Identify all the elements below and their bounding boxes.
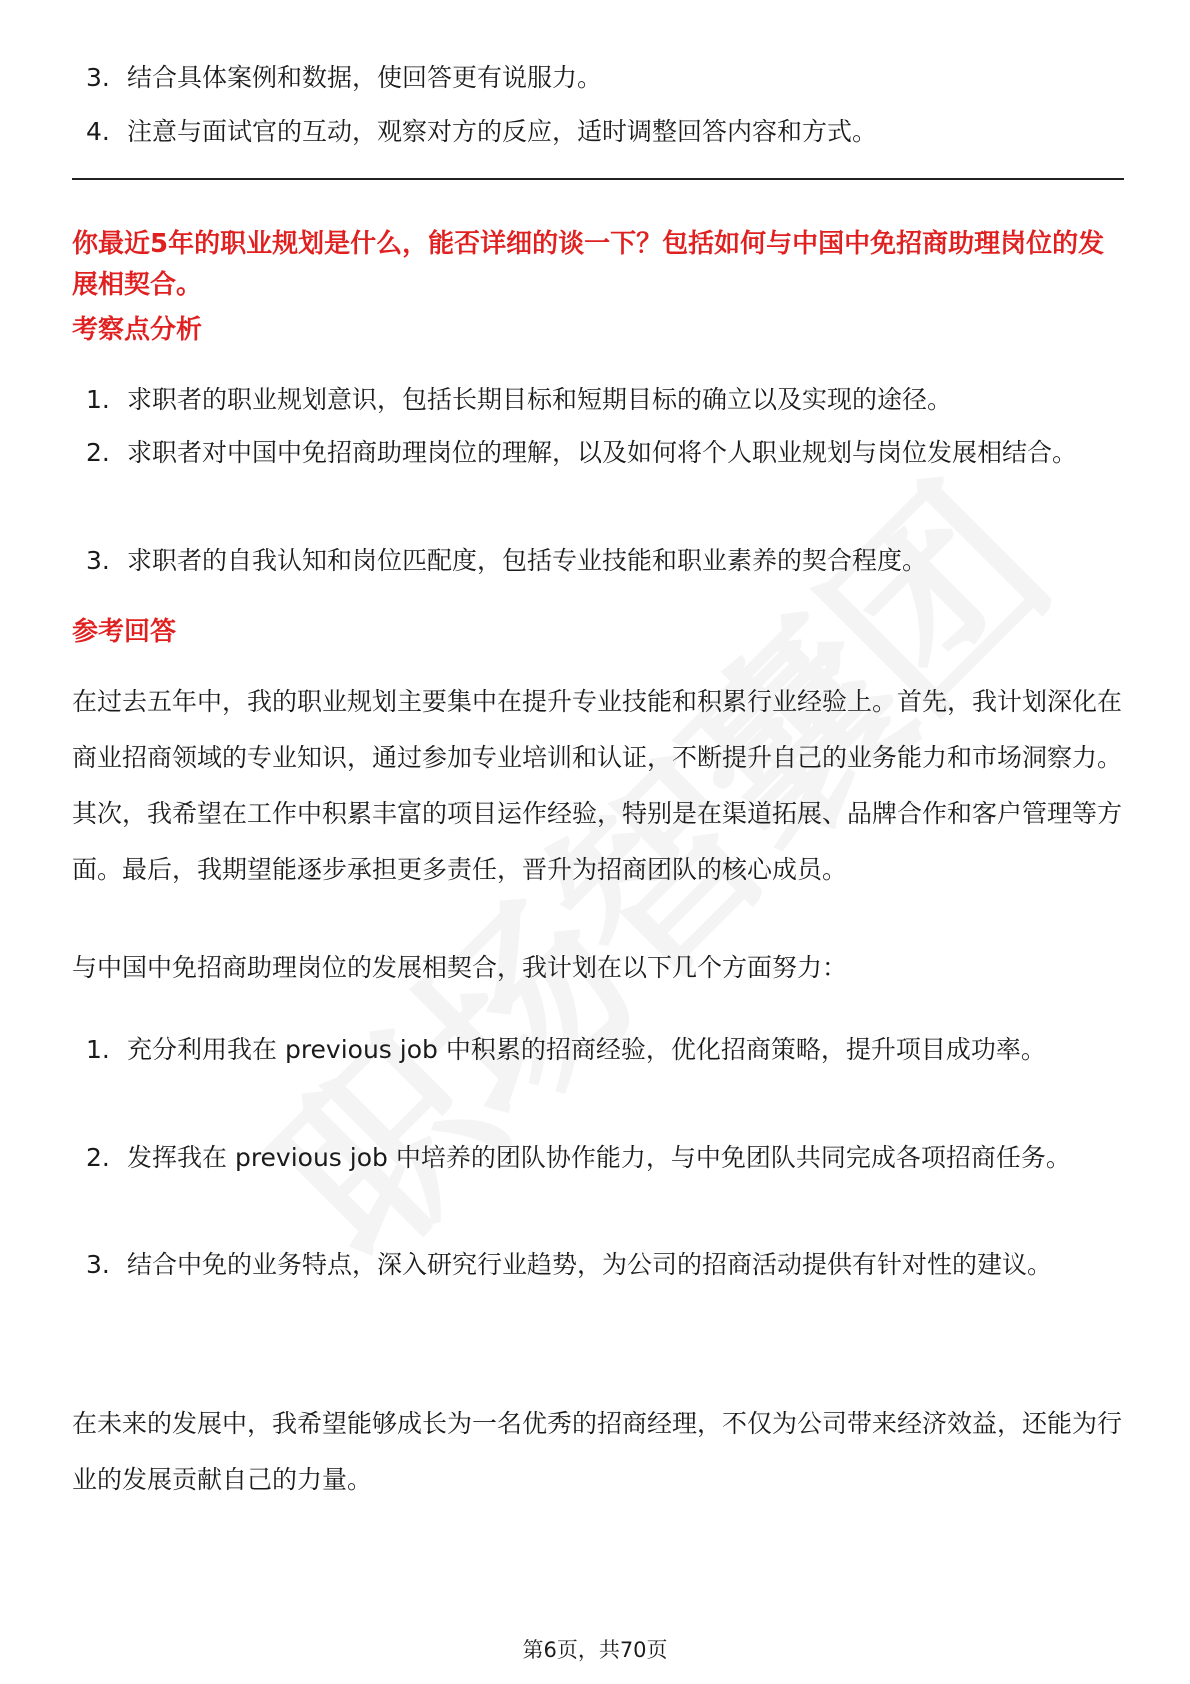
list-number: 3. (86, 1250, 110, 1279)
list-item (72, 372, 1177, 428)
list-number: 2. (86, 438, 110, 467)
list-number: 1. (86, 1035, 110, 1064)
list-item (72, 1022, 1177, 1078)
section-divider (72, 178, 1124, 180)
list-item (72, 104, 1177, 160)
list-number: 3. (86, 546, 110, 575)
list-text: 充分利用我在 previous job 中积累的招商经验，优化招商策略，提升项目成功率。 (127, 1035, 1046, 1064)
list-text: 注意与面试官的互动，观察对方的反应，适时调整回答内容和方式。 (127, 117, 878, 146)
analysis-heading: 考察点分析 (72, 315, 203, 345)
list-text: 结合中免的业务特点，深入研究行业趋势，为公司的招商活动提供有针对性的建议。 (127, 1250, 1053, 1279)
answer-paragraph: 在未来的发展中，我希望能够成长为一名优秀的招商经理，不仅为公司带来经济效益，还能为行业的发展贡献自己的力量。 (72, 1409, 1123, 1494)
list-text: 求职者对中国中免招商助理岗位的理解，以及如何将个人职业规划与岗位发展相结合。 (127, 438, 1078, 467)
list-item (72, 533, 1177, 589)
list-text: 结合具体案例和数据，使回答更有说服力。 (127, 63, 603, 92)
answer-paragraph: 与中国中免招商助理岗位的发展相契合，我计划在以下几个方面努力： (72, 953, 848, 982)
list-text: 发挥我在 previous job 中培养的团队协作能力，与中免团队共同完成各项招商任务。 (127, 1143, 1071, 1172)
list-text: 求职者的职业规划意识，包括长期目标和短期目标的确立以及实现的途径。 (127, 385, 953, 414)
page-footer: 第6页，共70页 (522, 1638, 668, 1662)
list-number: 2. (86, 1143, 110, 1172)
list-item (72, 425, 1177, 481)
list-item (72, 50, 1177, 106)
list-item (72, 1237, 1177, 1293)
answer-paragraph: 在过去五年中，我的职业规划主要集中在提升专业技能和积累行业经验上。首先，我计划深化在商业招商领域的专业知识，通过参加专业培训和认证，不断提升自己的业务能力和市场洞察力。其次，我希望在工作中积累丰富的项目运作经验，特别是在渠道拓展、品牌合作和客户管理等方面。最后，我期望能逐步承担更多责任，晋升为招商团队的核心成员。 (72, 687, 1123, 884)
list-number: 1. (86, 385, 110, 414)
list-number: 3. (86, 63, 110, 92)
list-number: 4. (86, 117, 110, 146)
question-heading: 你最近5年的职业规划是什么，能否详细的谈一下？包括如何与中国中免招商助理岗位的发展相契合。 (72, 229, 1105, 300)
list-text: 求职者的自我认知和岗位匹配度，包括专业技能和职业素养的契合程度。 (127, 546, 928, 575)
answer-heading: 参考回答 (72, 617, 177, 647)
list-item (72, 1130, 1177, 1186)
